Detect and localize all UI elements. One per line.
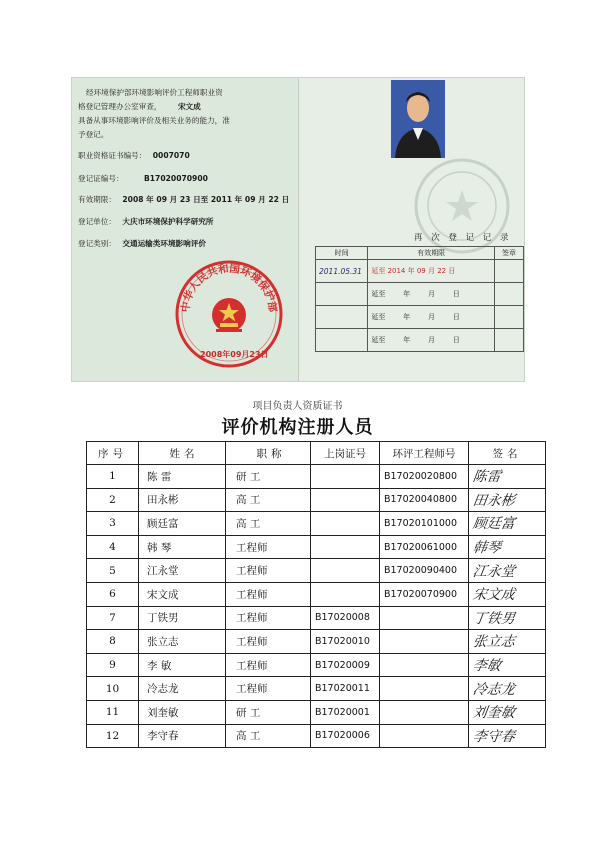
cell-name: 顾廷富 — [139, 512, 226, 536]
cell-title: 工程师 — [226, 677, 311, 701]
cell-post-cert: B17020006 — [311, 724, 380, 748]
certificate-field: 登记类别： 交通运输类环境影响评价 — [78, 239, 206, 248]
table-row — [87, 700, 546, 724]
table-body — [87, 465, 546, 748]
certificate-intro-line: 予登记。 — [78, 130, 109, 139]
certificate-caption: 项目负责人资质证书 — [252, 401, 343, 412]
cell-name: 冷志龙 — [139, 677, 226, 701]
cell-no: 6 — [87, 582, 139, 606]
header-name: 姓名 — [139, 442, 226, 465]
re-registration-row: 延至 年 月 日 — [316, 283, 524, 306]
cell-title: 工程师 — [226, 606, 311, 630]
handwritten-signature: 韩琴 — [471, 540, 502, 557]
table-row — [87, 465, 546, 489]
cell-post-cert: B17020009 — [311, 653, 380, 677]
table-row — [87, 606, 546, 630]
cell-post-cert — [311, 559, 380, 583]
cell-eng-no: B17020090400 — [380, 559, 469, 583]
cell-no: 7 — [87, 606, 139, 630]
handwritten-signature: 陈雷 — [471, 469, 502, 486]
header-no: 序号 — [87, 442, 139, 465]
handwritten-signature: 冷志龙 — [471, 681, 516, 698]
cell-name: 丁铁男 — [139, 606, 226, 630]
table-row — [87, 724, 546, 748]
handwritten-signature: 丁铁男 — [471, 610, 516, 627]
re-registration-title: 再 次 登 记 记 录 — [414, 233, 512, 243]
table-row — [87, 535, 546, 559]
cell-no: 1 — [87, 465, 139, 489]
cell-title: 工程师 — [226, 653, 311, 677]
cell-title: 工程师 — [226, 582, 311, 606]
section-title: 评价机构注册人员 — [221, 417, 374, 438]
cell-no: 3 — [87, 512, 139, 536]
re-registration-table — [315, 246, 524, 352]
cell-name: 韩 琴 — [139, 535, 226, 559]
cell-title: 研 工 — [226, 465, 311, 489]
cell-title: 研 工 — [226, 700, 311, 724]
cell-eng-no — [380, 677, 469, 701]
cell-no: 2 — [87, 488, 139, 512]
cell-name: 李守春 — [139, 724, 226, 748]
cell-post-cert: B17020008 — [311, 606, 380, 630]
cell-name: 刘奎敏 — [139, 700, 226, 724]
cell-name: 江永堂 — [139, 559, 226, 583]
cell-title: 高 工 — [226, 724, 311, 748]
cell-name: 田永彬 — [139, 488, 226, 512]
certificate-intro-line: 格登记管理办公室审查， 宋文成 — [78, 102, 201, 111]
cell-no: 4 — [87, 535, 139, 559]
holder-photo — [391, 80, 445, 158]
header-eng-no: 环评工程师号 — [380, 442, 469, 465]
certificate-field: 职业资格证书编号： 0007070 — [78, 151, 190, 160]
table-row — [87, 559, 546, 583]
cell-post-cert — [311, 465, 380, 489]
header-sign: 签名 — [469, 442, 546, 465]
cell-eng-no — [380, 606, 469, 630]
cell-no: 8 — [87, 630, 139, 654]
table-row — [87, 653, 546, 677]
table-row — [87, 677, 546, 701]
table-header-row — [87, 442, 546, 465]
portrait-icon — [391, 80, 445, 158]
cell-eng-no — [380, 724, 469, 748]
qualification-certificate — [71, 77, 525, 382]
handwritten-signature: 江永堂 — [471, 563, 516, 580]
cell-eng-no: B17020040800 — [380, 488, 469, 512]
handwritten-signature: 宋文成 — [471, 587, 516, 604]
cell-post-cert — [311, 535, 380, 559]
handwritten-signature: 李守春 — [471, 728, 516, 745]
cell-no: 10 — [87, 677, 139, 701]
handwritten-signature: 田永彬 — [471, 492, 516, 509]
certificate-intro-line: 经环境保护部环境影响评价工程师职业资 — [86, 88, 223, 97]
certificate-field: 登记证编号： B17020070900 — [78, 174, 208, 183]
cell-title: 工程师 — [226, 559, 311, 583]
cell-post-cert: B17020010 — [311, 630, 380, 654]
cell-post-cert: B17020011 — [311, 677, 380, 701]
cell-eng-no: B17020020800 — [380, 465, 469, 489]
cell-eng-no: B17020070900 — [380, 582, 469, 606]
cell-eng-no — [380, 653, 469, 677]
table-row — [87, 630, 546, 654]
header-post-cert: 上岗证号 — [311, 442, 380, 465]
cell-eng-no — [380, 630, 469, 654]
cell-no: 11 — [87, 700, 139, 724]
cell-post-cert — [311, 512, 380, 536]
cell-name: 宋文成 — [139, 582, 226, 606]
cell-eng-no: B17020061000 — [380, 535, 469, 559]
cell-post-cert — [311, 488, 380, 512]
cell-title: 高 工 — [226, 512, 311, 536]
certificate-fold-line — [298, 78, 299, 381]
certificate-field: 有效期限： 2008 年 09 月 23 日至 2011 年 09 月 22 日 — [78, 195, 290, 204]
cell-name: 陈 雷 — [139, 465, 226, 489]
table-row — [87, 582, 546, 606]
handwritten-signature: 李敏 — [471, 658, 502, 675]
seal-date: 2008年09月23日 — [200, 350, 269, 359]
handwritten-signature: 顾廷富 — [471, 516, 516, 533]
cell-no: 5 — [87, 559, 139, 583]
svg-text:中华人民共和国环境保护部: 中华人民共和国环境保护部 — [179, 262, 279, 313]
re-registration-row: 2011.05.31 延至 2014 年 09 月 22 日 — [316, 260, 524, 283]
cell-name: 张立志 — [139, 630, 226, 654]
re-registration-row: 延至 年 月 日 — [316, 329, 524, 352]
cell-post-cert: B17020001 — [311, 700, 380, 724]
holder-name: 宋文成 — [177, 102, 201, 111]
cell-eng-no: B17020101000 — [380, 512, 469, 536]
cell-title: 工程师 — [226, 535, 311, 559]
cell-no: 12 — [87, 724, 139, 748]
cell-title: 高 工 — [226, 488, 311, 512]
cell-eng-no — [380, 700, 469, 724]
cell-title: 工程师 — [226, 630, 311, 654]
registered-staff-table — [86, 441, 546, 748]
table-row — [87, 488, 546, 512]
handwritten-signature: 张立志 — [471, 634, 516, 651]
cell-post-cert — [311, 582, 380, 606]
certificate-intro-line: 具备从事环境影响评价及相关业务的能力，准 — [78, 116, 230, 125]
re-registration-header: 时间 有效期限 签章 — [316, 247, 524, 260]
cell-no: 9 — [87, 653, 139, 677]
re-registration-row: 延至 年 月 日 — [316, 306, 524, 329]
certificate-field: 登记单位： 大庆市环境保护科学研究所 — [78, 217, 214, 226]
handwritten-signature: 刘奎敏 — [471, 705, 516, 722]
cell-name: 李 敏 — [139, 653, 226, 677]
table-row — [87, 512, 546, 536]
header-title: 职称 — [226, 442, 311, 465]
